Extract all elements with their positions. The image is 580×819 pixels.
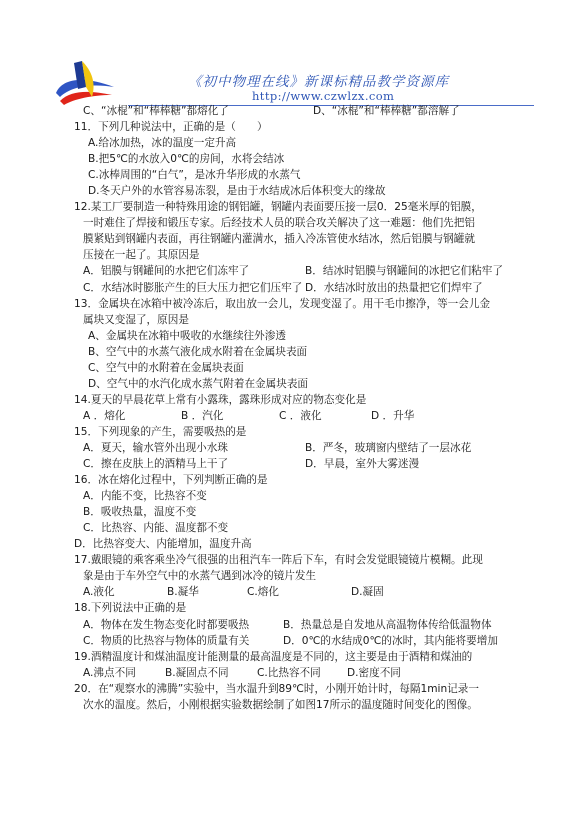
- q15-options-cd: [74, 456, 564, 472]
- q12-options-ab: [74, 263, 564, 279]
- question-13: 13．金属块在冰箱中被冷冻后，取出放一会儿，发现变湿了。用干毛巾擦净，等一会儿金: [74, 297, 491, 310]
- option-b: B．严冬，玻璃窗内壁结了一层冰花: [305, 441, 472, 454]
- question-12-cont: 一时难住了焊接和锻压专家。后经技术人员的联合攻关解决了这一难题：他们先把铝: [83, 217, 475, 230]
- page-header: [0, 0, 580, 103]
- option-a: A.给冰加热，冰的温度一定升高: [88, 137, 237, 150]
- option-c: C．水结冰时膨胀产生的巨大压力把它们压牢了: [83, 281, 303, 294]
- question-20: 20．在“观察水的沸腾”实验中，当水温升到89℃时，小刚开始计时，每隔1min记录一: [74, 682, 479, 695]
- option-a: A．内能不变，比热容不变: [83, 490, 207, 503]
- option-d: D.凝固: [351, 586, 384, 599]
- option-a: A.沸点不同: [83, 666, 136, 679]
- option-d: D．比热容变大、内能增加，温度升高: [74, 538, 252, 551]
- question-16: 16．冰在熔化过程中，下列判断正确的是: [74, 474, 268, 487]
- option-b: B、空气中的水蒸气液化成水附着在金属块表面: [88, 345, 308, 358]
- question-17: 17.戴眼镜的乘客乘坐冷气很强的出租汽车一阵后下车，有时会发觉眼镜镜片模糊。此现: [74, 554, 483, 567]
- site-logo-icon: [52, 57, 118, 107]
- option-d: D．早晨，室外大雾迷漫: [305, 458, 420, 471]
- option-b: B．热量总是自发地从高温物体传给低温物体: [283, 618, 492, 631]
- question-14: 14.夏天的早晨花草上常有小露珠，露珠形成对应的物态变化是: [74, 393, 367, 406]
- option-c: C、空气中的水附着在金属块表面: [88, 361, 244, 374]
- option-a: A.液化: [83, 586, 115, 599]
- option-d: D、“冰棍”和“棒棒糖”都溶解了: [313, 105, 460, 117]
- option-a: A．物体在发生物态变化时都要吸热: [83, 618, 250, 631]
- option-c: C．物质的比热容与物体的质量有关: [83, 634, 250, 647]
- option-a: A、金属块在冰箱中吸收的水继续往外渗透: [88, 329, 286, 342]
- option-d: D．水结冰时放出的热量把它们焊牢了: [305, 281, 483, 294]
- site-url[interactable]: http://www.czwlzx.com: [252, 89, 395, 103]
- question-12: 12.某工厂要制造一种特殊用途的钢铝罐，钢罐内表面要压接一层0．25毫米厚的铝膜，: [74, 201, 482, 214]
- option-b: B.凝固点不同: [165, 666, 229, 679]
- question-13-cont: 属块又变湿了，原因是: [83, 313, 189, 326]
- option-c: C．擦在皮肤上的酒精马上干了: [83, 458, 229, 471]
- question-12-cont: 压接在一起了。其原因是: [83, 249, 200, 262]
- option-a: A．夏天，输水管外出现小水珠: [83, 441, 228, 454]
- question-18: 18.下列说法中正确的是: [74, 602, 187, 615]
- option-b: B.把5℃的水放入0℃的房间，水将会结冰: [88, 153, 285, 166]
- option-a: A ．熔化: [83, 409, 126, 422]
- q17-options: [74, 584, 564, 600]
- question-12-cont: 膜紧贴到钢罐内表面，再往钢罐内灌满水，插入冷冻管使水结冰，然后铝膜与钢罐就: [83, 233, 475, 246]
- question-15: 15．下列现象的产生，需要吸热的是: [74, 425, 247, 438]
- option-b: B ．汽化: [181, 409, 224, 422]
- question-19: 19.酒精温度计和煤油温度计能测量的最高温度是不同的，这主要是由于酒精和煤油的: [74, 650, 473, 663]
- q12-options-cd: [74, 280, 564, 296]
- option-c: C ．液化: [279, 409, 322, 422]
- option-a: A．铝膜与钢罐间的水把它们冻牢了: [83, 265, 250, 278]
- exam-questions: [74, 103, 564, 713]
- option-d: D.密度不同: [347, 666, 401, 679]
- option-d: D.冬天户外的水管容易冻裂，是由于水结成冰后体积变大的缘故: [88, 185, 386, 198]
- option-c: C.比热容不同: [257, 666, 321, 679]
- question-20-cont: 次水的温度。然后，小刚根据实验数据绘制了如图17所示的温度随时间变化的图像。: [83, 698, 478, 711]
- q10-options-cd: [74, 103, 564, 119]
- option-c: C．比热容、内能、温度都不变: [83, 522, 229, 535]
- option-d: D ．升华: [371, 409, 415, 422]
- q19-options: [74, 665, 564, 681]
- q18-options-ab: [74, 617, 564, 633]
- q18-options-cd: [74, 633, 564, 649]
- option-c: C.熔化: [247, 586, 279, 599]
- q14-options: [74, 408, 564, 424]
- option-d: D．0℃的水结成0℃的冰时，其内能将要增加: [283, 634, 498, 647]
- site-title: 《初中物理在线》新课标精品教学资源库: [188, 74, 449, 90]
- option-c: C.冰棒周围的“白气”，是冰升华形成的水蒸气: [88, 169, 301, 182]
- option-b: B．吸收热量，温度不变: [83, 506, 197, 519]
- option-d: D、空气中的水汽化成水蒸气附着在金属块表面: [88, 377, 309, 390]
- option-b: B．结冰时铝膜与钢罐间的冰把它们粘牢了: [305, 265, 503, 278]
- q15-options-ab: [74, 440, 564, 456]
- question-17-cont: 象是由于车外空气中的水蒸气遇到冰冷的镜片发生: [83, 570, 317, 583]
- option-c: C、“冰棍”和“棒棒糖”都熔化了: [83, 105, 229, 117]
- question-11: 11．下列几种说法中，正确的是（ ）: [74, 121, 268, 134]
- option-b: B.凝华: [167, 586, 199, 599]
